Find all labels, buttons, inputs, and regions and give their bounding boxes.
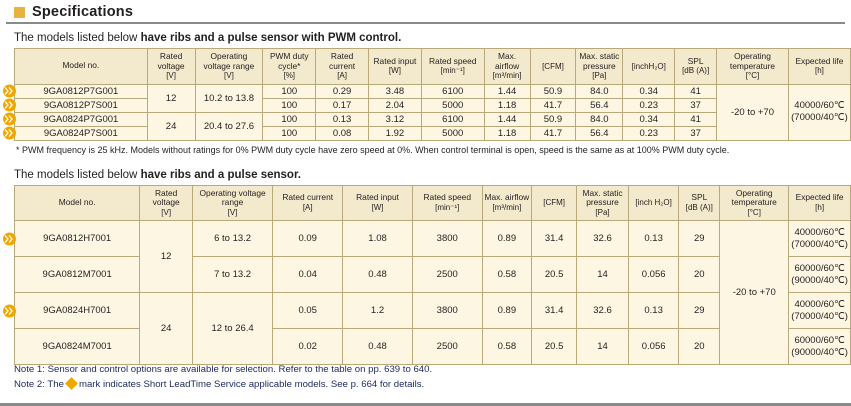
static-pressure-inch-cell: 0.23 — [623, 98, 675, 112]
model-no-cell[interactable] — [15, 84, 148, 98]
spl-cell: 37 — [675, 98, 717, 112]
spl-cell: 20 — [679, 257, 720, 293]
pwm-duty-cell: 100 — [263, 126, 316, 140]
model-no-label: 9GA0824P7G001 — [43, 113, 119, 125]
short-lead-time-icon — [3, 113, 16, 126]
airflow-m3-cell: 1.44 — [484, 84, 530, 98]
static-pressure-pa-cell: 84.0 — [576, 84, 623, 98]
model-no-label: 9GA0824H7001 — [43, 305, 112, 316]
model-no-cell[interactable] — [15, 293, 140, 329]
short-lead-time-icon — [3, 127, 16, 140]
col-operating-temperature: Operating temperature [°C] — [717, 49, 789, 85]
model-no-label: 9GA0812M7001 — [42, 269, 112, 280]
model-no-cell[interactable] — [15, 112, 148, 126]
table1-footnote: * PWM frequency is 25 kHz. Models without ratings for 0% PWM duty cycle have zero speed at 0%. When control terminal is open, speed is the same as at 100% PWM duty cycle. — [16, 144, 730, 155]
rated-voltage-cell: 12 — [147, 84, 195, 112]
static-pressure-pa-cell: 32.6 — [577, 293, 629, 329]
model-no-cell[interactable] — [15, 98, 148, 112]
rated-input-cell: 3.48 — [369, 84, 422, 98]
static-pressure-inch-cell: 0.34 — [623, 84, 675, 98]
col-max-airflow-m3: Max. airflow [m³/min] — [484, 49, 530, 85]
static-pressure-pa-cell: 32.6 — [577, 221, 629, 257]
airflow-cfm-cell: 20.5 — [532, 329, 577, 365]
col-operating-voltage-range: Operating voltage range [V] — [193, 185, 273, 221]
rated-speed-cell: 5000 — [421, 98, 484, 112]
table2-lead-plain: The models listed below — [14, 168, 141, 181]
rated-current-cell: 0.02 — [273, 329, 343, 365]
model-no-label: 9GA0812H7001 — [43, 233, 112, 244]
airflow-m3-cell: 1.18 — [484, 126, 530, 140]
rated-input-cell: 1.2 — [343, 293, 413, 329]
table2-lead-bold: have ribs and a pulse sensor. — [140, 168, 301, 181]
spl-cell: 37 — [675, 126, 717, 140]
rated-speed-cell: 5000 — [421, 126, 484, 140]
rated-input-cell: 3.12 — [369, 112, 422, 126]
model-no-label: 9GA0812P7G001 — [43, 85, 119, 97]
airflow-m3-cell: 1.44 — [484, 112, 530, 126]
note-2-pre: Note 2: The — [14, 378, 64, 390]
rated-voltage-cell: 24 — [140, 293, 193, 365]
col-rated-speed: Rated speed [min⁻¹] — [421, 49, 484, 85]
static-pressure-pa-cell: 84.0 — [576, 112, 623, 126]
col-rated-voltage: Rated voltage [V] — [140, 185, 193, 221]
model-no-cell[interactable] — [15, 257, 140, 293]
spl-cell: 20 — [679, 329, 720, 365]
col-rated-current: Rated current [A] — [273, 185, 343, 221]
rated-current-cell: 0.13 — [316, 112, 369, 126]
static-pressure-inch-cell: 0.13 — [628, 293, 679, 329]
col-max-airflow-cfm: [CFM] — [530, 49, 576, 85]
spl-cell: 41 — [675, 112, 717, 126]
airflow-m3-cell: 0.58 — [482, 257, 531, 293]
rated-speed-cell: 2500 — [412, 329, 482, 365]
airflow-cfm-cell: 50.9 — [530, 84, 576, 98]
col-max-static-pressure-inch: [inch H₂O] — [628, 185, 679, 221]
col-rated-input: Rated input [W] — [369, 49, 422, 85]
pwm-duty-cell: 100 — [263, 84, 316, 98]
col-operating-voltage-range: Operating voltage range [V] — [195, 49, 263, 85]
col-max-static-pressure-inch: [inchH₂O] — [623, 49, 675, 85]
operating-voltage-range-cell: 12 to 26.4 — [193, 293, 273, 365]
spl-cell: 29 — [679, 293, 720, 329]
model-no-label: 9GA0824P7S001 — [43, 127, 118, 139]
col-spl: SPL [dB (A)] — [675, 49, 717, 85]
note-1: Note 1: Sensor and control options are available for selection. Refer to the table on pp. 639 to 640. — [14, 364, 433, 376]
table2-lead — [14, 169, 851, 181]
col-max-airflow-m3: Max. airflow [m³/min] — [482, 185, 531, 221]
short-lead-time-icon — [3, 232, 16, 245]
airflow-cfm-cell: 20.5 — [532, 257, 577, 293]
spl-cell: 41 — [675, 84, 717, 98]
col-model-no: Model no. — [15, 185, 140, 221]
short-lead-time-icon — [3, 99, 16, 112]
col-rated-current: Rated current [A] — [316, 49, 369, 85]
expected-life-cell: 60000/60℃ (90000/40℃) — [789, 257, 851, 293]
col-rated-voltage: Rated voltage [V] — [147, 49, 195, 85]
pwm-duty-cell: 100 — [263, 98, 316, 112]
col-max-static-pressure-pa: Max. static pressure [Pa] — [577, 185, 629, 221]
static-pressure-pa-cell: 56.4 — [576, 98, 623, 112]
expected-life-cell: 60000/60℃ (90000/40℃) — [789, 329, 851, 365]
note-2-post: mark indicates Short LeadTime Service applicable models. See p. 664 for details. — [78, 378, 425, 390]
expected-life-cell: 40000/60℃ (70000/40℃) — [788, 84, 850, 140]
rated-input-cell: 1.92 — [369, 126, 422, 140]
section-header — [6, 0, 845, 24]
rated-voltage-cell: 24 — [147, 112, 195, 140]
static-pressure-inch-cell: 0.056 — [628, 257, 679, 293]
expected-life-cell: 40000/60℃ (70000/40℃) — [789, 293, 851, 329]
operating-voltage-range-cell: 20.4 to 27.6 — [195, 112, 263, 140]
static-pressure-pa-cell: 56.4 — [576, 126, 623, 140]
table1-lead — [14, 32, 851, 44]
rated-input-cell: 1.08 — [343, 221, 413, 257]
rated-current-cell: 0.17 — [316, 98, 369, 112]
model-no-cell[interactable] — [15, 221, 140, 257]
table1-lead-bold: have ribs and a pulse sensor with PWM control. — [140, 32, 402, 44]
operating-temperature-cell: -20 to +70 — [720, 221, 789, 365]
model-no-label: 9GA0824M7001 — [42, 341, 112, 352]
note-2 — [14, 378, 432, 392]
table1-lead-plain: The models listed below — [14, 32, 141, 44]
static-pressure-inch-cell: 0.056 — [628, 329, 679, 365]
expected-life-cell: 40000/60℃ (70000/40℃) — [789, 221, 851, 257]
model-no-cell[interactable] — [15, 329, 140, 365]
col-expected-life: Expected life [h] — [789, 185, 851, 221]
col-model-no: Model no. — [15, 49, 148, 85]
static-pressure-inch-cell: 0.23 — [623, 126, 675, 140]
operating-temperature-cell: -20 to +70 — [717, 84, 789, 140]
col-max-airflow-cfm: [CFM] — [532, 185, 577, 221]
spl-cell: 29 — [679, 221, 720, 257]
specifications-table-pwm — [14, 48, 851, 141]
rated-speed-cell: 3800 — [412, 293, 482, 329]
static-pressure-inch-cell: 0.13 — [628, 221, 679, 257]
static-pressure-pa-cell: 14 — [577, 257, 629, 293]
airflow-cfm-cell: 31.4 — [532, 221, 577, 257]
table1-header-row — [15, 49, 851, 85]
airflow-m3-cell: 1.18 — [484, 98, 530, 112]
short-lead-time-icon — [3, 85, 16, 98]
diamond-mark-icon — [65, 377, 78, 390]
operating-voltage-range-cell: 7 to 13.2 — [193, 257, 273, 293]
airflow-m3-cell: 0.89 — [482, 293, 531, 329]
rated-speed-cell: 6100 — [421, 84, 484, 98]
static-pressure-inch-cell: 0.34 — [623, 112, 675, 126]
rated-speed-cell: 6100 — [421, 112, 484, 126]
col-pwm-duty-cycle: PWM duty cycle* [%] — [263, 49, 316, 85]
rated-input-cell: 2.04 — [369, 98, 422, 112]
pwm-duty-cell: 100 — [263, 112, 316, 126]
rated-current-cell: 0.09 — [273, 221, 343, 257]
airflow-cfm-cell: 41.7 — [530, 126, 576, 140]
table2-header-row — [15, 185, 851, 221]
static-pressure-pa-cell: 14 — [577, 329, 629, 365]
rated-voltage-cell: 12 — [140, 221, 193, 293]
table-row — [15, 221, 851, 257]
airflow-m3-cell: 0.58 — [482, 329, 531, 365]
rated-current-cell: 0.08 — [316, 126, 369, 140]
col-expected-life: Expected life [h] — [788, 49, 850, 85]
page-title: Specifications — [32, 4, 134, 20]
col-max-static-pressure-pa: Max. static pressure [Pa] — [576, 49, 623, 85]
col-rated-speed: Rated speed [min⁻¹] — [412, 185, 482, 221]
col-rated-input: Rated input [W] — [343, 185, 413, 221]
rated-current-cell: 0.05 — [273, 293, 343, 329]
model-no-label: 9GA0812P7S001 — [43, 99, 118, 111]
short-lead-time-icon — [3, 304, 16, 317]
col-operating-temperature: Operating temperature [°C] — [720, 185, 789, 221]
airflow-cfm-cell: 50.9 — [530, 112, 576, 126]
table-row — [15, 84, 851, 98]
operating-voltage-range-cell: 6 to 13.2 — [193, 221, 273, 257]
rated-speed-cell: 2500 — [412, 257, 482, 293]
square-bullet-icon — [14, 7, 25, 18]
rated-current-cell: 0.29 — [316, 84, 369, 98]
rated-input-cell: 0.48 — [343, 329, 413, 365]
airflow-cfm-cell: 31.4 — [532, 293, 577, 329]
rated-speed-cell: 3800 — [412, 221, 482, 257]
rated-current-cell: 0.04 — [273, 257, 343, 293]
col-spl: SPL [dB (A)] — [679, 185, 720, 221]
airflow-cfm-cell: 41.7 — [530, 98, 576, 112]
rated-input-cell: 0.48 — [343, 257, 413, 293]
notes-block — [14, 363, 432, 392]
operating-voltage-range-cell: 10.2 to 13.8 — [195, 84, 263, 112]
specifications-table-sensor — [14, 185, 851, 366]
model-no-cell[interactable] — [15, 126, 148, 140]
airflow-m3-cell: 0.89 — [482, 221, 531, 257]
